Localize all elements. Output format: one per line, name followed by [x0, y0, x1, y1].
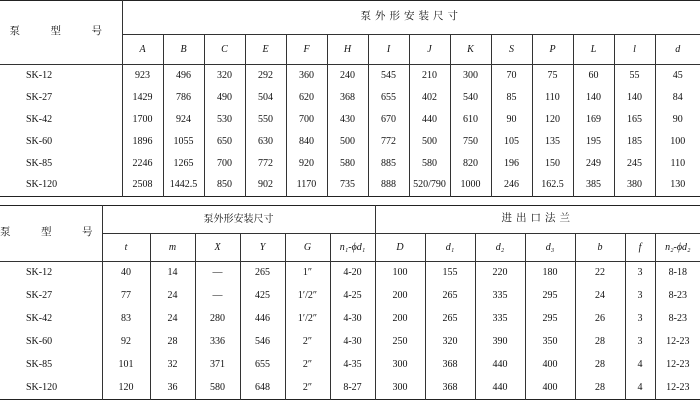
- column-header: t: [102, 234, 150, 262]
- table-cell: 24: [150, 285, 195, 308]
- table-cell: 320: [204, 65, 245, 87]
- table-cell: 140: [614, 87, 655, 109]
- flange-header: 进出口法兰: [375, 206, 700, 234]
- column-header: G: [285, 234, 330, 262]
- table-cell: 101: [102, 354, 150, 377]
- table-cell: 26: [575, 308, 625, 331]
- table-2-body: [0, 262, 700, 400]
- table-cell: 1700: [122, 109, 163, 131]
- table-cell: 1055: [163, 131, 204, 153]
- table-cell: —: [195, 262, 240, 285]
- table-cell: 195: [573, 131, 614, 153]
- table-cell: 75: [532, 65, 573, 87]
- column-header: E: [245, 35, 286, 65]
- external-dimensions-header: 泵外形安装尺寸: [102, 206, 375, 234]
- column-header: L: [573, 35, 614, 65]
- table-cell: 924: [163, 109, 204, 131]
- table-cell: 90: [655, 109, 700, 131]
- table-cell: 580: [327, 153, 368, 175]
- table-cell: 1265: [163, 153, 204, 175]
- table-cell: 135: [532, 131, 573, 153]
- table-cell: 140: [573, 87, 614, 109]
- column-header: m: [150, 234, 195, 262]
- table-cell: 83: [102, 308, 150, 331]
- table-cell: 105: [491, 131, 532, 153]
- row-model-label: SK-42: [26, 313, 53, 324]
- table-cell: 70: [491, 65, 532, 87]
- row-model-label: SK-12: [26, 69, 53, 81]
- table-cell: 520/790: [409, 175, 450, 197]
- row-model-label: SK-42: [26, 113, 53, 125]
- table-cell: 425: [240, 285, 285, 308]
- table-cell: 60: [573, 65, 614, 87]
- table-cell: 4-30: [330, 331, 375, 354]
- column-header: I: [368, 35, 409, 65]
- column-header: H: [327, 35, 368, 65]
- table-cell: 772: [368, 131, 409, 153]
- table-cell: 440: [475, 354, 525, 377]
- table-cell: 110: [532, 87, 573, 109]
- table-cell: 92: [102, 331, 150, 354]
- table-cell: 28: [575, 354, 625, 377]
- table-cell: 885: [368, 153, 409, 175]
- table-cell: 920: [286, 153, 327, 175]
- table-cell: 4: [625, 377, 655, 400]
- table-cell: 110: [655, 153, 700, 175]
- table-cell: 336: [195, 331, 240, 354]
- table-cell: 24: [150, 308, 195, 331]
- table-cell: 496: [163, 65, 204, 87]
- table-cell: 3: [625, 331, 655, 354]
- column-header: K: [450, 35, 491, 65]
- row-model-label: SK-85: [26, 359, 53, 370]
- table-row: [0, 354, 700, 377]
- column-header: S: [491, 35, 532, 65]
- table-cell: 655: [240, 354, 285, 377]
- table-cell: 2″: [285, 377, 330, 400]
- column-header: D: [375, 234, 425, 262]
- table-cell: 28: [150, 331, 195, 354]
- table-cell: 77: [102, 285, 150, 308]
- table-row: [0, 308, 700, 331]
- table-cell: 85: [491, 87, 532, 109]
- table-cell: 12-23: [655, 331, 700, 354]
- table-cell: 2″: [285, 354, 330, 377]
- table-cell: 3: [625, 285, 655, 308]
- table-cell: 610: [450, 109, 491, 131]
- column-header: X: [195, 234, 240, 262]
- column-header: b: [575, 234, 625, 262]
- table-cell: 1429: [122, 87, 163, 109]
- table-cell: 55: [614, 65, 655, 87]
- table-cell: 1170: [286, 175, 327, 197]
- table-row: [0, 331, 700, 354]
- row-model-label: SK-85: [26, 157, 53, 169]
- table-cell: 220: [475, 262, 525, 285]
- table-cell: 24: [575, 285, 625, 308]
- row-model-label: SK-60: [26, 336, 53, 347]
- table-cell: 292: [245, 65, 286, 87]
- table-cell: 335: [475, 308, 525, 331]
- table-cell: 250: [375, 331, 425, 354]
- table-cell: 1″: [285, 262, 330, 285]
- table-cell: 700: [204, 153, 245, 175]
- column-header: n₁-ϕd₁: [330, 234, 375, 262]
- table-row: [0, 175, 700, 197]
- table-cell: 1000: [450, 175, 491, 197]
- external-dimensions-header: 泵外形安装尺寸: [122, 1, 700, 35]
- table-cell: 446: [240, 308, 285, 331]
- table-cell: 390: [475, 331, 525, 354]
- table-cell: 120: [532, 109, 573, 131]
- table-cell: 655: [368, 87, 409, 109]
- table-cell: 180: [525, 262, 575, 285]
- row-model-label: SK-120: [26, 381, 58, 393]
- dimensions-table-2: [0, 205, 700, 400]
- table-cell: 249: [573, 153, 614, 175]
- table-cell: 4-20: [330, 262, 375, 285]
- table-cell: 902: [245, 175, 286, 197]
- table-cell: 162.5: [532, 175, 573, 197]
- table-cell: 750: [450, 131, 491, 153]
- table-cell: 28: [575, 331, 625, 354]
- table-cell: 440: [475, 377, 525, 400]
- table-cell: 28: [575, 377, 625, 400]
- table-cell: 888: [368, 175, 409, 197]
- table-cell: 200: [375, 308, 425, 331]
- column-header: J: [409, 35, 450, 65]
- table-cell: 550: [245, 109, 286, 131]
- table-cell: 545: [368, 65, 409, 87]
- table-cell: 245: [614, 153, 655, 175]
- table-cell: 402: [409, 87, 450, 109]
- dimensions-table-1: [0, 0, 700, 197]
- column-header: P: [532, 35, 573, 65]
- table-cell: 165: [614, 109, 655, 131]
- table-cell: 380: [614, 175, 655, 197]
- row-model-label: SK-120: [26, 179, 58, 191]
- table-cell: 400: [525, 354, 575, 377]
- table-cell: 265: [240, 262, 285, 285]
- table-cell: 2″: [285, 331, 330, 354]
- table-cell: 8-27: [330, 377, 375, 400]
- table-cell: 265: [425, 308, 475, 331]
- table-cell: 580: [409, 153, 450, 175]
- table-cell: 820: [450, 153, 491, 175]
- table-cell: 500: [409, 131, 450, 153]
- table-cell: 4-35: [330, 354, 375, 377]
- table-row: [0, 153, 700, 175]
- table-cell: 320: [425, 331, 475, 354]
- table-cell: 22: [575, 262, 625, 285]
- table-cell: 300: [375, 354, 425, 377]
- table-cell: 150: [532, 153, 573, 175]
- column-header: F: [286, 35, 327, 65]
- table-cell: 32: [150, 354, 195, 377]
- table-cell: 540: [450, 87, 491, 109]
- table-cell: 1′/2″: [285, 285, 330, 308]
- table-cell: 700: [286, 109, 327, 131]
- table-cell: 210: [409, 65, 450, 87]
- table-cell: 735: [327, 175, 368, 197]
- table-cell: 100: [655, 131, 700, 153]
- table-cell: 2508: [122, 175, 163, 197]
- table-cell: 12-23: [655, 354, 700, 377]
- table-row: [0, 377, 700, 400]
- table-cell: 850: [204, 175, 245, 197]
- table-cell: 440: [409, 109, 450, 131]
- table-cell: 530: [204, 109, 245, 131]
- table-cell: 360: [286, 65, 327, 87]
- pump-model-header: 泵 型 号: [0, 1, 122, 65]
- column-header: C: [204, 35, 245, 65]
- table-cell: 265: [425, 285, 475, 308]
- column-header: f: [625, 234, 655, 262]
- column-header: l: [614, 35, 655, 65]
- column-header: n₂-ϕd₂: [655, 234, 700, 262]
- table-cell: 8-18: [655, 262, 700, 285]
- table-cell: 130: [655, 175, 700, 197]
- row-model-label: SK-12: [26, 267, 53, 279]
- table-cell: 8-23: [655, 308, 700, 331]
- table-cell: 3: [625, 262, 655, 285]
- table-cell: 196: [491, 153, 532, 175]
- table-cell: 295: [525, 285, 575, 308]
- table-cell: —: [195, 285, 240, 308]
- table-cell: 14: [150, 262, 195, 285]
- table-cell: 504: [245, 87, 286, 109]
- pump-model-header: 泵 型 号: [0, 206, 102, 262]
- table-cell: 650: [204, 131, 245, 153]
- column-header: d₂: [475, 234, 525, 262]
- table-cell: 630: [245, 131, 286, 153]
- table-row: [0, 285, 700, 308]
- table-cell: 1′/2″: [285, 308, 330, 331]
- table-cell: 335: [475, 285, 525, 308]
- table-cell: 4-25: [330, 285, 375, 308]
- table-cell: 295: [525, 308, 575, 331]
- table-cell: 12-23: [655, 377, 700, 400]
- table-cell: 490: [204, 87, 245, 109]
- table-row: [0, 87, 700, 109]
- table-1-body: [0, 65, 700, 197]
- table-row: [0, 262, 700, 285]
- table-cell: 169: [573, 109, 614, 131]
- table-cell: 1896: [122, 131, 163, 153]
- table-cell: 300: [375, 377, 425, 400]
- table-cell: 120: [102, 377, 150, 400]
- column-header: B: [163, 35, 204, 65]
- row-model-label: SK-27: [26, 91, 53, 103]
- table-cell: 500: [327, 131, 368, 153]
- column-header-row: [0, 234, 700, 262]
- table-cell: 772: [245, 153, 286, 175]
- table-cell: 4: [625, 354, 655, 377]
- table-cell: 185: [614, 131, 655, 153]
- table-cell: 3: [625, 308, 655, 331]
- table-cell: 8-23: [655, 285, 700, 308]
- table-cell: 368: [425, 377, 475, 400]
- table-cell: 300: [450, 65, 491, 87]
- table-cell: 246: [491, 175, 532, 197]
- table-cell: 36: [150, 377, 195, 400]
- table-cell: 385: [573, 175, 614, 197]
- table-cell: 240: [327, 65, 368, 87]
- table-cell: 368: [327, 87, 368, 109]
- table-cell: 400: [525, 377, 575, 400]
- table-cell: 670: [368, 109, 409, 131]
- table-cell: 155: [425, 262, 475, 285]
- table-cell: 580: [195, 377, 240, 400]
- table-cell: 350: [525, 331, 575, 354]
- table-cell: 430: [327, 109, 368, 131]
- column-header: A: [122, 35, 163, 65]
- table-cell: 648: [240, 377, 285, 400]
- table-cell: 2246: [122, 153, 163, 175]
- row-model-label: SK-60: [26, 135, 53, 147]
- column-header: d: [655, 35, 700, 65]
- table-cell: 100: [375, 262, 425, 285]
- table-cell: 546: [240, 331, 285, 354]
- table-cell: 368: [425, 354, 475, 377]
- column-header: d₁: [425, 234, 475, 262]
- table-cell: 40: [102, 262, 150, 285]
- table-cell: 90: [491, 109, 532, 131]
- table-cell: 923: [122, 65, 163, 87]
- column-header: d₃: [525, 234, 575, 262]
- table-cell: 840: [286, 131, 327, 153]
- table-cell: 786: [163, 87, 204, 109]
- table-cell: 84: [655, 87, 700, 109]
- row-model-label: SK-27: [26, 290, 53, 301]
- table-row: [0, 109, 700, 131]
- table-cell: 45: [655, 65, 700, 87]
- table-row: [0, 65, 700, 87]
- table-cell: 280: [195, 308, 240, 331]
- table-cell: 1442.5: [163, 175, 204, 197]
- table-cell: 4-30: [330, 308, 375, 331]
- table-cell: 371: [195, 354, 240, 377]
- table-cell: 620: [286, 87, 327, 109]
- table-row: [0, 131, 700, 153]
- table-cell: 200: [375, 285, 425, 308]
- column-header: Y: [240, 234, 285, 262]
